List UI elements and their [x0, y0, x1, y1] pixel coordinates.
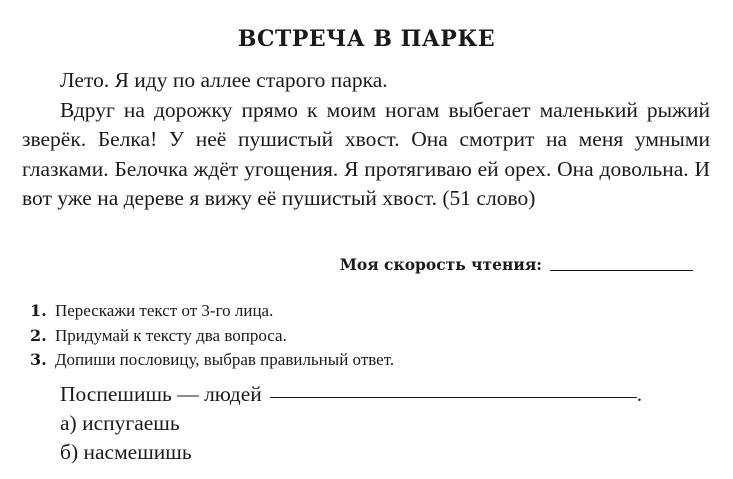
task-text: Допиши пословицу, выбрав правильный ответ. [54, 350, 395, 369]
proverb-line [60, 380, 710, 409]
story-paragraph-1: Лето. Я иду по аллее старого парка. [60, 68, 388, 92]
task-item-2 [30, 324, 710, 349]
task-number: 1. [30, 301, 47, 320]
task-number: 3. [30, 350, 47, 369]
task-text: Придумай к тексту два вопроса. [54, 325, 287, 345]
proverb-exercise [60, 380, 710, 467]
proverb-start: Поспешишь — людей [60, 382, 262, 406]
story-paragraph-2: Вдруг на дорожку прямо к моим ногам выбегает маленький рыжий зверёк. Белка! У неё пушистый хвост. Она смотрит на меня умными глазками. Белочка ждёт угощения. Я протягиваю ей орех. Она довольна. И вот уже на дереве я вижу её пушистый хвост. (51 слово) [22, 97, 710, 210]
proverb-option-b: б) насмешишь [60, 440, 192, 464]
task-number: 2. [30, 325, 47, 345]
task-item-3 [30, 348, 710, 373]
task-item-1 [30, 299, 710, 324]
proverb-option-a: а) испугаешь [60, 411, 180, 435]
proverb-answer-blank [270, 397, 637, 398]
story-text [22, 66, 710, 214]
reading-speed-row [0, 255, 693, 274]
story-title: ВСТРЕЧА В ПАРКЕ [237, 26, 496, 52]
reading-speed-blank [550, 270, 693, 271]
task-text: Перескажи текст от 3-го лица. [54, 301, 274, 320]
reading-speed-label: Моя скорость чтения: [339, 255, 542, 274]
task-list [30, 299, 710, 373]
proverb-end-punct: . [636, 382, 643, 406]
